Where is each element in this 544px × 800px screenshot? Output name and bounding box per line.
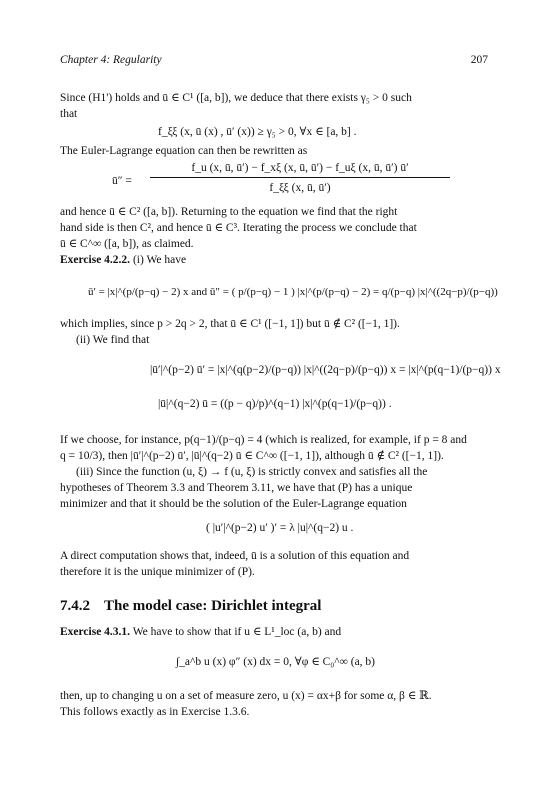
page-number: 207 xyxy=(470,54,488,66)
exercise-text: We have to show that if u ∈ L¹_loc (a, b) and xyxy=(132,626,342,638)
equation-p-laplacian-term: |ū′|^(p−2) ū′ = |x|^(q(p−2)/(p−q)) |x|^((2q−p)/(p−q)) x = |x|^(p(q−1)/(p−q)) x xyxy=(150,364,501,376)
paragraph-line: minimizer and that it should be the solution of the Euler-Lagrange equation xyxy=(60,498,407,510)
exercise-text: (i) We have xyxy=(132,254,187,266)
equation-euler-lagrange-pq: ( |u′|^(p−2) u′ )′ = λ |u|^(q−2) u . xyxy=(206,522,354,534)
paragraph-line: then, up to changing u on a set of measure zero, u (x) = αx+β for some α, β ∈ ℝ. xyxy=(60,690,432,702)
exercise-label: Exercise 4.3.1. xyxy=(60,626,131,638)
paragraph-line: that xyxy=(60,108,78,120)
exercise-label: Exercise 4.2.2. xyxy=(60,254,131,266)
paragraph-line: and hence ū ∈ C² ([a, b]). Returning to the equation we find that the right xyxy=(60,206,398,218)
paragraph-line: (ii) We find that xyxy=(76,334,150,346)
paragraph-line: (iii) Since the function (u, ξ) → f (u, ξ) is strictly convex and satisfies all the xyxy=(76,466,428,478)
section-number: 7.4.2 xyxy=(60,598,90,614)
running-header-chapter: Chapter 4: Regularity xyxy=(60,54,162,66)
equation-derivatives: ū′ = |x|^(p/(p−q) − 2) x and ū″ = ( p/(p−q) − 1 ) |x|^(p/(p−q) − 2) = q/(p−q) |x|^((2q−p)/(p−q)) xyxy=(88,286,498,298)
fraction-bar xyxy=(150,177,450,178)
equation-q-term: |ū|^(q−2) ū = ((p − q)/p)^(q−1) |x|^(p(q−1)/(p−q)) . xyxy=(158,398,392,410)
paragraph-line: hypotheses of Theorem 3.3 and Theorem 3.11, we have that (P) has a unique xyxy=(60,482,413,494)
equation-weak-second-derivative: ∫_a^b u (x) φ″ (x) dx = 0, ∀φ ∈ C₀^∞ (a, b) xyxy=(176,656,376,668)
section-title: The model case: Dirichlet integral xyxy=(104,598,322,614)
paragraph-line: A direct computation shows that, indeed, ū is a solution of this equation and xyxy=(60,550,410,562)
equation-fxixi-bound: f_ξξ (x, ū (x) , ū′ (x)) ≥ γ₅ > 0, ∀x ∈ [a, b] . xyxy=(158,126,357,138)
equation-euler-denominator: f_ξξ (x, ū, ū′) xyxy=(269,182,331,194)
paragraph-line: therefore it is the unique minimizer of (P). xyxy=(60,566,255,578)
section-heading xyxy=(60,598,321,614)
exercise-4-2-2-heading xyxy=(60,252,500,268)
equation-euler-lhs: ū″ = xyxy=(112,175,132,187)
equation-euler-numerator: f_u (x, ū, ū′) − f_xξ (x, ū, ū′) − f_uξ (x, ū, ū′) ū′ xyxy=(191,162,409,174)
paragraph-line: This follows exactly as in Exercise 1.3.6. xyxy=(60,706,250,718)
paragraph-line: q = 10/3), then |ū′|^(p−2) ū′, |ū|^(q−2) ū ∈ C^∞ ([−1, 1]), although ū ∉ C² ([−1, 1]). xyxy=(60,450,444,462)
paragraph-line: If we choose, for instance, p(q−1)/(p−q) = 4 (which is realized, for example, if p = 8 and xyxy=(60,434,467,446)
paragraph-line: The Euler-Lagrange equation can then be rewritten as xyxy=(60,145,308,157)
exercise-4-3-1-heading xyxy=(60,624,500,640)
paragraph-line: Since (H1') holds and ū ∈ C¹ ([a, b]), we deduce that there exists γ₅ > 0 such xyxy=(60,92,412,104)
paragraph-line: ū ∈ C^∞ ([a, b]), as claimed. xyxy=(60,238,194,250)
paragraph-line: hand side is then C², and hence ū ∈ C³. Iterating the process we conclude that xyxy=(60,222,417,234)
paragraph-line: which implies, since p > 2q > 2, that ū ∈ C¹ ([−1, 1]) but ū ∉ C² ([−1, 1]). xyxy=(60,318,400,330)
